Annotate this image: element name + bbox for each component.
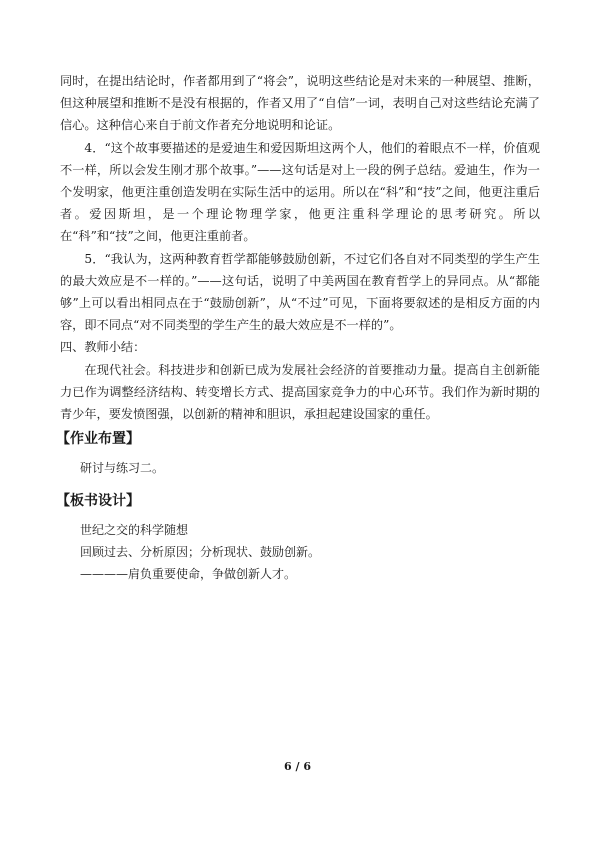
board-line-analysis: 回顾过去、分析原因；分析现状、鼓励创新。 bbox=[80, 545, 321, 560]
board-design-title: 【板书设计】 bbox=[56, 493, 140, 510]
board-line-title: 世纪之交的科学随想 bbox=[80, 523, 189, 538]
document-body bbox=[56, 70, 540, 585]
homework-text: 研讨与练习二。 bbox=[80, 461, 165, 476]
teacher-summary-text: 在现代社会。科技进步和创新已成为发展社会经济的首要推动力量。提高自主创新能力已作为调整经济结构、转变增长方式、提高国家竞争力的中心环节。我们作为新时期的青少年，要发愤图强，以创新的精神和胆识，承担起建设国家的重任。 bbox=[60, 362, 540, 422]
teacher-summary-heading: 四、教师小结： bbox=[60, 340, 146, 355]
page-number: 6 / 6 bbox=[284, 760, 311, 773]
paragraph-intro: 同时，在提出结论时，作者都用到了“将会”，说明这些结论是对未来的一种展望、推断，但这种展望和推断不是没有根据的，作者又用了“自信”一词，表明自己对这些结论充满了信心。这种信心来自于前文作者充分地说明和论证。 bbox=[60, 74, 540, 133]
homework-title: 【作业布置】 bbox=[56, 431, 140, 448]
paragraph-point-5: 5．“我认为，这两种教育哲学都能够鼓励创新，不过它们各自对不同类型的学生产生的最大效应是不一样的。”——这句话，说明了中美两国在教育哲学上的异同点。从“都能够”上可以看出相同点在于“鼓励创新”，从“不过”可见，下面将要叙述的是相反方面的内容，即不同点“对不同类型的学生产生的最大效应是不一样的”。 bbox=[60, 251, 540, 333]
board-line-mission: ————肩负重要使命，争做创新人才。 bbox=[80, 567, 297, 582]
paragraph-point-4: 4．“这个故事要描述的是爱迪生和爱因斯坦这两个人，他们的着眼点不一样，价值观不一样，所以会发生刚才那个故事。”——这句话是对上一段的例子总结。爱迪生，作为一个发明家，他更注重创造发明在实际生活中的运用。所以在“科”和“技”之间，他更注重后者。爱因斯坦，是一个理论物理学家，他更注重科学理论的思考研究。所以在“科”和“技”之间，他更注重前者。 bbox=[60, 140, 540, 244]
